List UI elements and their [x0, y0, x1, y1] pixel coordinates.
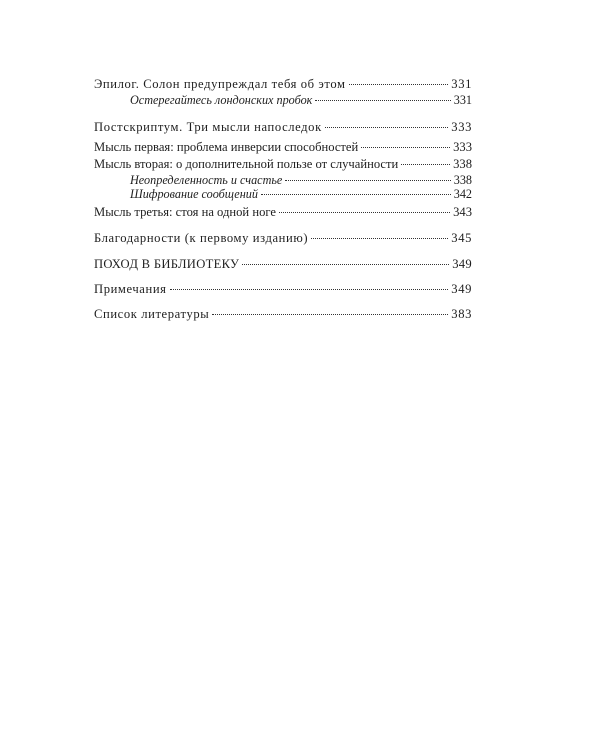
toc-page-number: 338: [453, 157, 472, 171]
toc-entry-title: Мысль вторая: о дополнительной пользе от случайности: [94, 157, 399, 171]
dot-leader: [311, 238, 448, 239]
toc-entry-title: Список литературы: [94, 307, 210, 321]
toc-page-number: 331: [453, 93, 472, 107]
dot-leader: [279, 212, 450, 213]
toc-page-number: 338: [453, 173, 472, 187]
dot-leader: [361, 147, 450, 148]
dot-leader: [325, 127, 449, 128]
toc-entry-thought-three[interactable]: [94, 204, 472, 220]
toc-page-number: 349: [452, 257, 472, 271]
toc-entry-title: Эпилог. Солон предупреждал тебя об этом: [94, 77, 346, 91]
toc-page-number: 333: [451, 120, 472, 134]
toc-page-number: 342: [453, 187, 472, 201]
toc-page-number: 331: [451, 77, 472, 91]
dot-leader: [285, 180, 450, 181]
dot-leader: [170, 289, 449, 290]
toc-entry-epilogue[interactable]: [94, 76, 472, 92]
dot-leader: [212, 314, 448, 315]
toc-page-number: 383: [451, 307, 472, 321]
toc-entry-library[interactable]: [94, 256, 472, 272]
toc-entry-title: Остерегайтесь лондонских пробок: [130, 93, 313, 107]
toc-page-number: 349: [451, 282, 472, 296]
toc-entry-title: Неопределенность и счастье: [130, 173, 283, 187]
toc-entry-title: ПОХОД В БИБЛИОТЕКУ: [94, 257, 240, 271]
dot-leader: [349, 84, 449, 85]
toc-entry-thought-two[interactable]: [94, 156, 472, 172]
dot-leader: [261, 194, 451, 195]
toc-entry-bibliography[interactable]: [94, 306, 472, 322]
toc-page-number: 343: [453, 205, 472, 219]
toc-subentry-uncertainty[interactable]: [94, 173, 472, 188]
toc-entry-thought-one[interactable]: [94, 139, 472, 155]
toc-entry-title: Мысль первая: проблема инверсии способностей: [94, 140, 359, 154]
toc-entry-title: Постскриптум. Три мысли напоследок: [94, 120, 322, 134]
toc-entry-acknowledgments[interactable]: [94, 230, 472, 246]
toc-entry-title: Примечания: [94, 282, 167, 296]
toc-entry-postscript[interactable]: [94, 119, 472, 135]
toc-entry-title: Мысль третья: стоя на одной ноге: [94, 205, 276, 219]
toc-subentry-encryption[interactable]: [94, 187, 472, 202]
toc-entry-title: Благодарности (к первому изданию): [94, 231, 309, 245]
dot-leader: [401, 164, 450, 165]
toc-entry-title: Шифрование сообщений: [130, 187, 258, 201]
toc-page-number: 345: [451, 231, 472, 245]
toc-subentry-london-traffic[interactable]: [94, 93, 472, 108]
dot-leader: [242, 264, 449, 265]
toc-page-number: 333: [453, 140, 472, 154]
dot-leader: [315, 100, 450, 101]
toc-entry-notes[interactable]: [94, 281, 472, 297]
